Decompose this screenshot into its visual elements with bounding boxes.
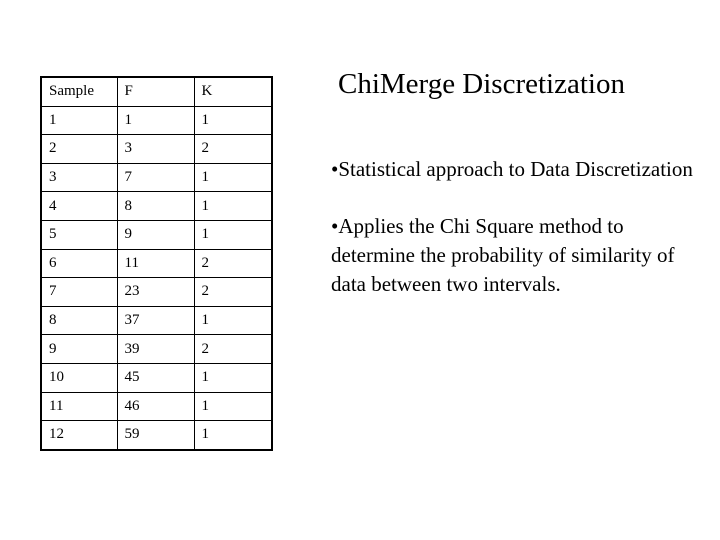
table-row xyxy=(41,135,272,164)
table-row xyxy=(41,192,272,221)
bullet-item: •Statistical approach to Data Discretization xyxy=(331,157,693,181)
cell-f: 1 xyxy=(117,106,194,135)
table-header-row xyxy=(41,77,272,106)
cell-sample: 6 xyxy=(41,249,117,278)
table-row xyxy=(41,220,272,249)
bullet-list xyxy=(331,155,701,327)
slide-title: ChiMerge Discretization xyxy=(338,68,625,100)
cell-sample: 7 xyxy=(41,278,117,307)
table-row xyxy=(41,421,272,450)
cell-k: 2 xyxy=(194,249,272,278)
cell-f: 45 xyxy=(117,363,194,392)
cell-sample: 9 xyxy=(41,335,117,364)
cell-sample: 11 xyxy=(41,392,117,421)
cell-k: 2 xyxy=(194,278,272,307)
cell-sample: 8 xyxy=(41,306,117,335)
cell-sample: 1 xyxy=(41,106,117,135)
cell-sample: 5 xyxy=(41,220,117,249)
cell-f: 59 xyxy=(117,421,194,450)
data-table xyxy=(40,76,273,451)
cell-f: 8 xyxy=(117,192,194,221)
cell-k: 1 xyxy=(194,306,272,335)
table-row xyxy=(41,392,272,421)
cell-sample: 3 xyxy=(41,163,117,192)
cell-k: 1 xyxy=(194,106,272,135)
header-sample: Sample xyxy=(41,77,117,106)
cell-sample: 4 xyxy=(41,192,117,221)
cell-sample: 10 xyxy=(41,363,117,392)
cell-f: 37 xyxy=(117,306,194,335)
cell-f: 3 xyxy=(117,135,194,164)
cell-sample: 2 xyxy=(41,135,117,164)
table-row xyxy=(41,363,272,392)
cell-k: 2 xyxy=(194,135,272,164)
cell-k: 1 xyxy=(194,421,272,450)
cell-f: 9 xyxy=(117,220,194,249)
cell-k: 1 xyxy=(194,363,272,392)
cell-sample: 12 xyxy=(41,421,117,450)
table-row xyxy=(41,106,272,135)
cell-k: 1 xyxy=(194,392,272,421)
table-row xyxy=(41,306,272,335)
cell-k: 1 xyxy=(194,192,272,221)
cell-f: 7 xyxy=(117,163,194,192)
table-row xyxy=(41,163,272,192)
table-row xyxy=(41,249,272,278)
cell-k: 1 xyxy=(194,163,272,192)
cell-k: 2 xyxy=(194,335,272,364)
bullet-item: •Applies the Chi Square method to determine the probability of similarity of data between two intervals. xyxy=(331,214,675,296)
cell-f: 46 xyxy=(117,392,194,421)
header-f: F xyxy=(117,77,194,106)
cell-f: 39 xyxy=(117,335,194,364)
cell-f: 23 xyxy=(117,278,194,307)
table-row xyxy=(41,335,272,364)
table-row xyxy=(41,278,272,307)
cell-f: 11 xyxy=(117,249,194,278)
cell-k: 1 xyxy=(194,220,272,249)
header-k: K xyxy=(194,77,272,106)
